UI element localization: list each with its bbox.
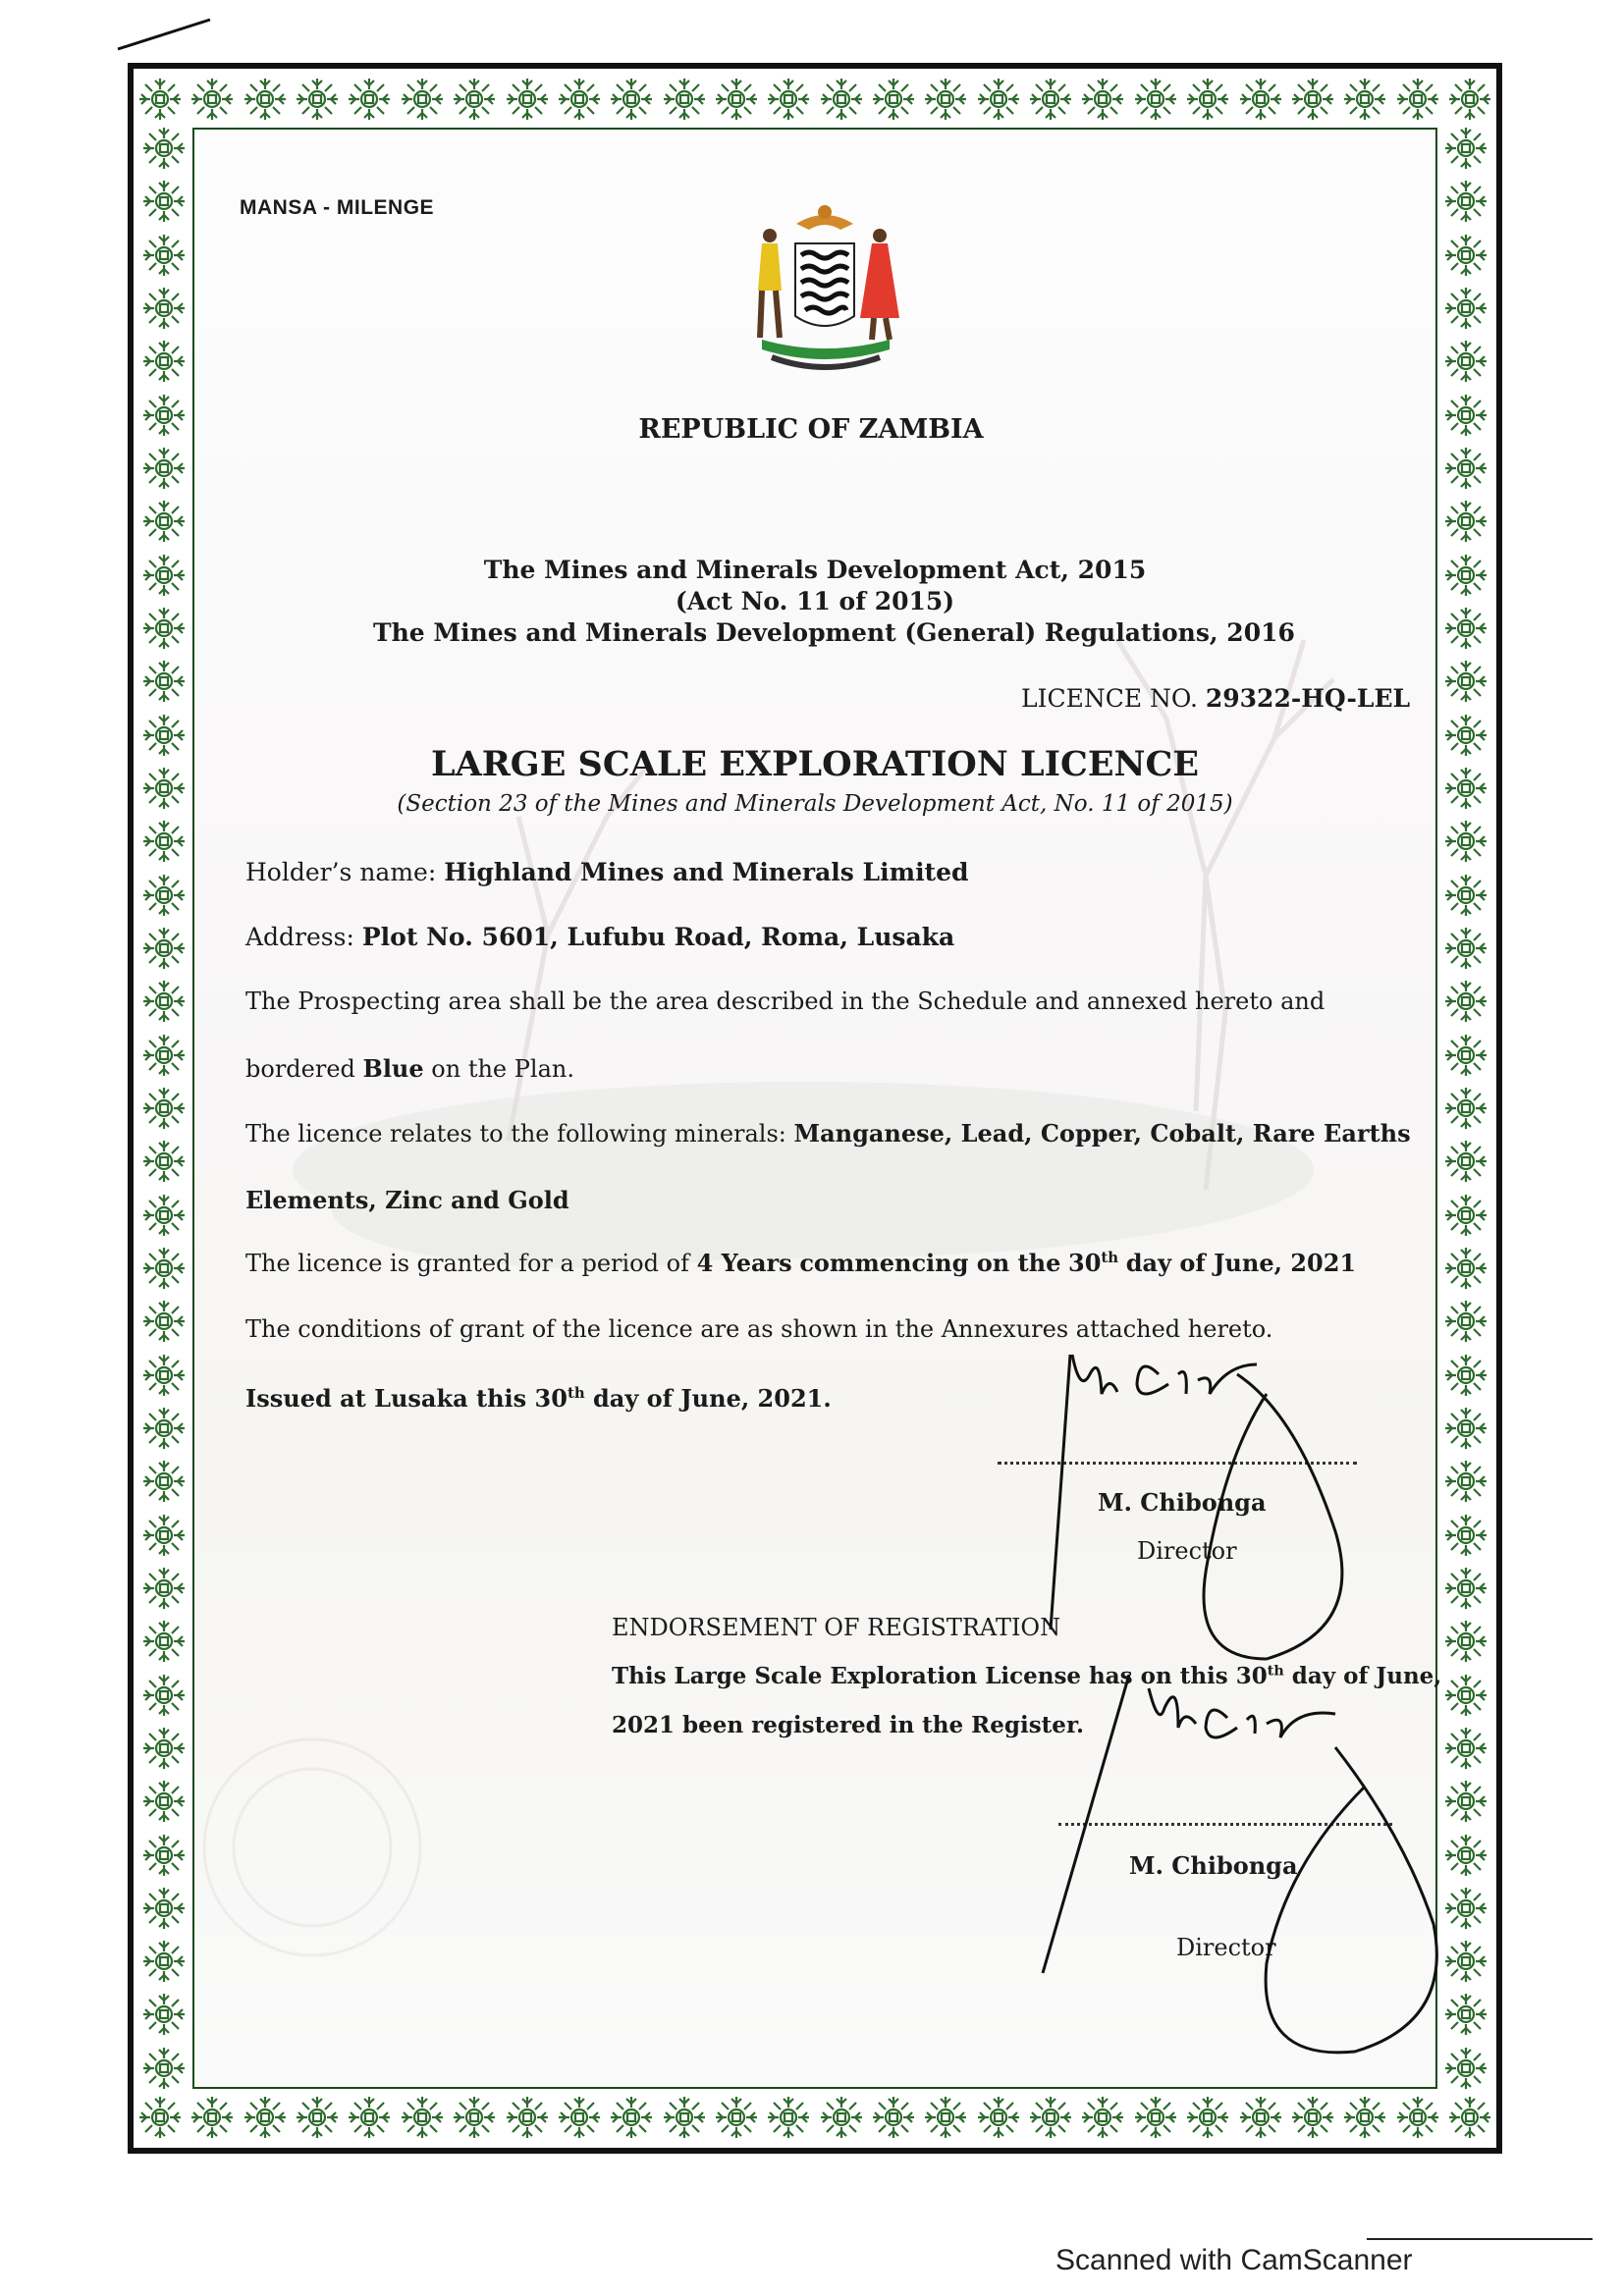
endorsement-day-suffix: th — [1267, 1663, 1284, 1680]
border-ornament — [1443, 659, 1488, 704]
border-ornament — [141, 1033, 187, 1078]
office-location: MANSA - MILENGE — [240, 196, 435, 219]
border-ornament — [141, 1566, 187, 1611]
border-ornament — [976, 77, 1021, 122]
border-ornament — [189, 77, 235, 122]
border-ornament — [141, 819, 187, 864]
border-ornament — [1133, 77, 1178, 122]
border-ornament — [1080, 2095, 1125, 2140]
border-ornament — [1443, 286, 1488, 331]
border-ornament — [557, 2095, 602, 2140]
border-ornament — [1342, 77, 1387, 122]
border-ornament — [347, 2095, 392, 2140]
border-ornament — [1443, 1139, 1488, 1184]
ornamental-border-top — [137, 73, 1492, 126]
licence-number-label: LICENCE NO. — [1021, 684, 1198, 713]
border-ornament — [1443, 1033, 1488, 1078]
border-ornament — [1443, 553, 1488, 598]
ornamental-border-bottom — [137, 2091, 1492, 2144]
border-ornament — [505, 2095, 550, 2140]
border-ornament — [1443, 1086, 1488, 1131]
border-ornament — [1395, 2095, 1440, 2140]
border-ornament — [1443, 126, 1488, 171]
border-ornament — [1443, 606, 1488, 651]
border-ornament — [141, 1246, 187, 1291]
border-ornament — [1443, 2046, 1488, 2091]
border-ornament — [141, 446, 187, 491]
border-ornament — [141, 1406, 187, 1451]
area-plan-text: on the Plan. — [431, 1055, 574, 1083]
border-ornament — [1443, 713, 1488, 758]
border-ornament — [1028, 77, 1073, 122]
border-ornament — [871, 2095, 916, 2140]
zambia-coat-of-arms — [742, 200, 907, 387]
licence-number: 29322-HQ-LEL — [1205, 684, 1411, 713]
minerals-intro: The licence relates to the following minerals: — [245, 1120, 786, 1148]
holder-line — [245, 858, 969, 886]
border-ornament — [243, 2095, 288, 2140]
ornamental-border-left — [137, 126, 190, 2091]
border-ornament — [1443, 1513, 1488, 1558]
period-commencing-text: commencing on the — [799, 1249, 1061, 1277]
border-ornament — [1133, 2095, 1178, 2140]
border-ornament — [141, 1353, 187, 1398]
border-ornament — [1447, 2095, 1492, 2140]
border-ornament — [1395, 77, 1440, 122]
border-ornament — [141, 393, 187, 438]
border-ornament — [141, 1992, 187, 2037]
border-ornament — [1443, 339, 1488, 384]
period-day: 30 — [1068, 1249, 1102, 1277]
director-name: M. Chibonga — [1098, 1488, 1267, 1517]
minerals-list-part-1: Manganese, Lead, Copper, Cobalt, Rare Earths — [793, 1119, 1411, 1148]
border-ornament — [141, 2046, 187, 2091]
licence-number-line — [1021, 684, 1410, 713]
issued-day: 30 — [534, 1384, 568, 1413]
border-ornament — [141, 339, 187, 384]
border-ornament — [662, 2095, 707, 2140]
border-ornament — [137, 77, 183, 122]
border-ornament — [714, 2095, 759, 2140]
border-ornament — [557, 77, 602, 122]
border-ornament — [505, 77, 550, 122]
border-ornament — [400, 2095, 445, 2140]
border-ornament — [1443, 1299, 1488, 1344]
period-value: 4 Years — [696, 1249, 792, 1277]
border-ornament — [1443, 1726, 1488, 1771]
border-ornament — [1290, 2095, 1335, 2140]
border-ornament — [1443, 1779, 1488, 1824]
holder-label: Holder’s name: — [245, 858, 437, 886]
border-ornament — [452, 77, 497, 122]
border-ornament — [1443, 1406, 1488, 1451]
border-ornament — [141, 873, 187, 918]
endorsement-text-1: This Large Scale Exploration License has on this — [612, 1663, 1228, 1689]
border-ornament — [1443, 1459, 1488, 1504]
issued-prefix: Issued at Lusaka this — [245, 1384, 527, 1413]
border-ornament — [1443, 233, 1488, 278]
border-ornament — [141, 713, 187, 758]
border-ornament — [141, 1886, 187, 1931]
border-ornament — [609, 77, 654, 122]
border-ornament — [243, 77, 288, 122]
border-ornament — [1443, 179, 1488, 224]
border-ornament — [1443, 926, 1488, 971]
border-ornament — [141, 1673, 187, 1718]
border-ornament — [141, 1726, 187, 1771]
border-ornament — [1290, 77, 1335, 122]
border-ornament — [923, 77, 968, 122]
border-ornament — [141, 179, 187, 224]
area-description-line-2 — [245, 1054, 574, 1083]
border-ornament — [1443, 1833, 1488, 1878]
border-colour: Blue — [362, 1054, 424, 1083]
border-ornament — [1443, 1353, 1488, 1398]
border-ornament — [141, 1833, 187, 1878]
border-ornament — [141, 1299, 187, 1344]
border-ornament — [141, 606, 187, 651]
issued-day-suffix: th — [567, 1384, 585, 1402]
endorsement-text-2: day of June, — [1291, 1663, 1442, 1689]
border-ornament — [1443, 873, 1488, 918]
border-ornament — [141, 979, 187, 1024]
border-ornament — [662, 77, 707, 122]
border-ornament — [766, 2095, 811, 2140]
minerals-list-part-2: Elements, Zinc and Gold — [245, 1186, 569, 1214]
border-ornament — [1443, 1886, 1488, 1931]
border-ornament — [141, 286, 187, 331]
registrar-name: M. Chibonga — [1129, 1851, 1298, 1880]
border-ornament — [141, 1459, 187, 1504]
border-ornament — [1443, 393, 1488, 438]
border-ornament — [1443, 1939, 1488, 1984]
area-bordered-text: bordered — [245, 1055, 355, 1083]
border-ornament — [295, 2095, 340, 2140]
camscanner-footer: Scanned with CamScanner — [1055, 2244, 1413, 2276]
border-ornament — [1443, 1673, 1488, 1718]
border-ornament — [1443, 766, 1488, 811]
border-ornament — [819, 77, 864, 122]
border-ornament — [141, 766, 187, 811]
border-ornament — [1443, 979, 1488, 1024]
border-ornament — [1443, 499, 1488, 544]
regulations-title: The Mines and Minerals Development (General) Regulations, 2016 — [373, 618, 1295, 647]
border-ornament — [141, 659, 187, 704]
endorsement-title: ENDORSEMENT OF REGISTRATION — [612, 1614, 1061, 1641]
endorsement-line-1 — [612, 1663, 1441, 1689]
border-ornament — [452, 2095, 497, 2140]
licence-period-line — [245, 1249, 1356, 1277]
border-ornament — [141, 1619, 187, 1664]
border-ornament — [1443, 1246, 1488, 1291]
registrar-title: Director — [1176, 1934, 1276, 1961]
border-ornament — [714, 77, 759, 122]
holder-name: Highland Mines and Minerals Limited — [444, 858, 969, 886]
issued-end: day of June, 2021. — [593, 1384, 832, 1413]
border-ornament — [923, 2095, 968, 2140]
border-ornament — [1443, 446, 1488, 491]
act-title: The Mines and Minerals Development Act, 2015 — [483, 556, 1147, 584]
pen-stroke-mark — [116, 14, 214, 53]
border-ornament — [1443, 1566, 1488, 1611]
conditions-line: The conditions of grant of the licence are as shown in the Annexures attached hereto. — [245, 1315, 1273, 1343]
border-ornament — [141, 1193, 187, 1238]
border-ornament — [141, 553, 187, 598]
border-ornament — [1443, 1992, 1488, 2037]
border-ornament — [295, 77, 340, 122]
section-reference: (Section 23 of the Mines and Minerals Development Act, No. 11 of 2015) — [397, 791, 1233, 817]
endorsement-line-2: 2021 been registered in the Register. — [612, 1712, 1084, 1738]
endorsement-day: 30 — [1235, 1663, 1268, 1689]
border-ornament — [1447, 77, 1492, 122]
address-line — [245, 923, 954, 951]
ornamental-border-right — [1439, 126, 1492, 2091]
border-ornament — [1080, 77, 1125, 122]
address-value: Plot No. 5601, Lufubu Road, Roma, Lusaka — [361, 923, 955, 951]
minerals-line-1 — [245, 1119, 1411, 1148]
border-ornament — [609, 2095, 654, 2140]
period-end-date: day of June, 2021 — [1125, 1249, 1357, 1277]
border-ornament — [347, 77, 392, 122]
border-ornament — [141, 1939, 187, 1984]
signature-line-director — [998, 1462, 1357, 1465]
border-ornament — [819, 2095, 864, 2140]
border-ornament — [141, 1086, 187, 1131]
border-ornament — [141, 1513, 187, 1558]
licence-title: LARGE SCALE EXPLORATION LICENCE — [430, 744, 1200, 784]
border-ornament — [141, 233, 187, 278]
country-name: REPUBLIC OF ZAMBIA — [638, 414, 984, 445]
act-number: (Act No. 11 of 2015) — [675, 587, 955, 615]
border-ornament — [1028, 2095, 1073, 2140]
border-ornament — [1185, 2095, 1230, 2140]
border-ornament — [976, 2095, 1021, 2140]
border-ornament — [141, 126, 187, 171]
border-ornament — [1238, 2095, 1283, 2140]
border-ornament — [1443, 819, 1488, 864]
footer-rule — [1367, 2238, 1593, 2240]
border-ornament — [1185, 77, 1230, 122]
border-ornament — [189, 2095, 235, 2140]
border-ornament — [1443, 1193, 1488, 1238]
border-ornament — [400, 77, 445, 122]
border-ornament — [766, 77, 811, 122]
director-title: Director — [1137, 1537, 1237, 1565]
border-ornament — [871, 77, 916, 122]
border-ornament — [1443, 1619, 1488, 1664]
issued-line — [245, 1384, 832, 1413]
area-description-line-1: The Prospecting area shall be the area described in the Schedule and annexed hereto and — [245, 988, 1325, 1015]
signature-line-registrar — [1058, 1823, 1392, 1826]
border-ornament — [141, 499, 187, 544]
border-ornament — [141, 1139, 187, 1184]
border-ornament — [137, 2095, 183, 2140]
border-ornament — [1342, 2095, 1387, 2140]
period-day-suffix: th — [1101, 1249, 1119, 1266]
border-ornament — [141, 926, 187, 971]
border-ornament — [1238, 77, 1283, 122]
border-ornament — [141, 1779, 187, 1824]
period-intro: The licence is granted for a period of — [245, 1250, 689, 1277]
address-label: Address: — [245, 923, 354, 951]
